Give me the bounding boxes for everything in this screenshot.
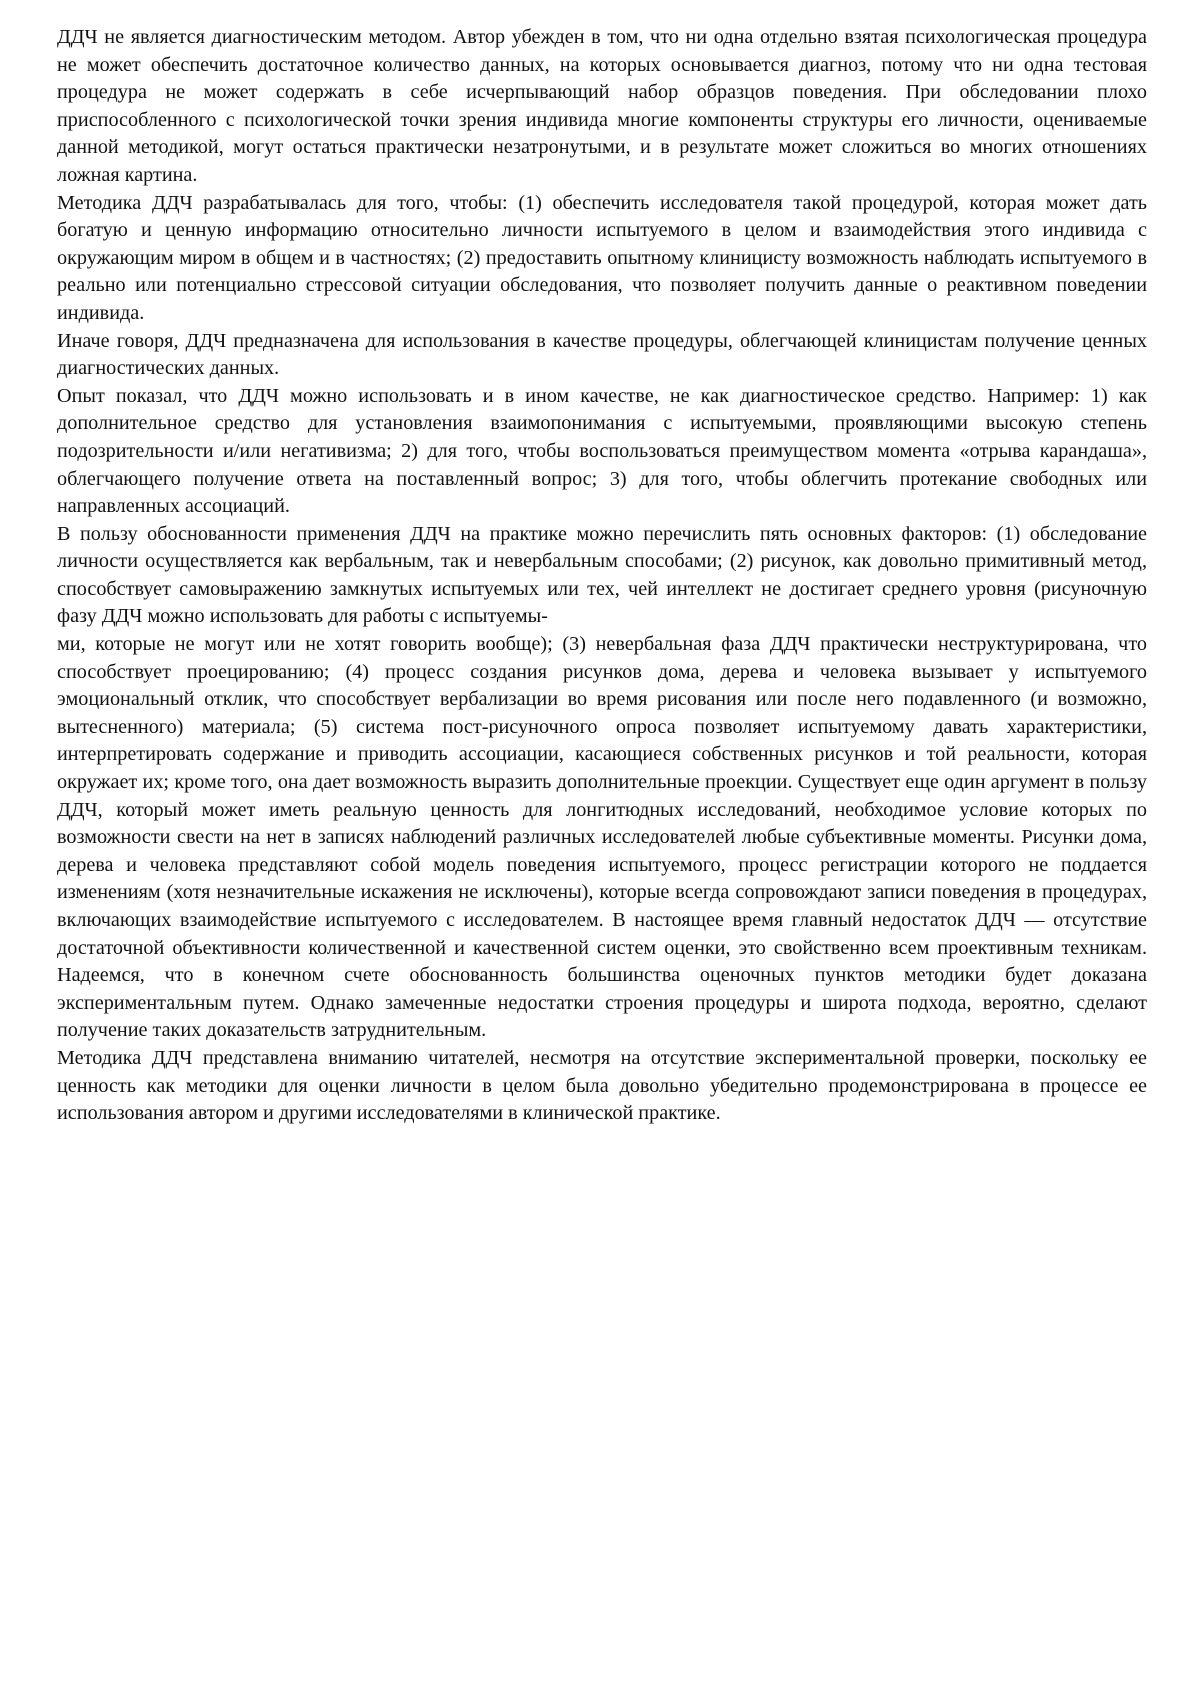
paragraph-purpose: Методика ДДЧ разрабатывалась для того, чтобы: (1) обеспечить исследователя такой процедурой, которая может дать богатую и ценную информацию относительно личности испытуемого в целом и взаимодействия этого индивида с окружающим миром в общем и в частностях; (2) предоставить опытному клиницисту возможность наблюдать испытуемого в реально или потенциально стрессовой ситуации обследования, что позволяет получить данные о реактивном поведении индивида. bbox=[57, 191, 1147, 324]
paragraph-intro: ДДЧ не является диагностическим методом. Автор убежден в том, что ни одна отдельно взятая психологическая процедура не может обеспечить достаточное количество данных, на которых основывается диагноз, потому что ни одна тестовая процедура не может содержать в себе исчерпывающий набор образцов поведения. При обследовании плохо приспособленного с психологической точки зрения индивида многие компоненты структуры его личности, оцениваемые данной методикой, могут остаться практически незатронутыми, и в результате может сложиться во многих отношениях ложная картина. bbox=[57, 26, 1147, 186]
paragraph-conclusion: Методика ДДЧ представлена вниманию читателей, несмотря на отсутствие экспериментальной проверки, поскольку ее ценность как методики для оценки личности в целом была довольно убедительно продемонстрирована в процессе ее использования автором и другими исследователями в клинической практике. bbox=[57, 1046, 1147, 1125]
paragraph-summary: Иначе говоря, ДДЧ предназначена для использования в качестве процедуры, облегчающей клиницистам получение ценных диагностических данных. bbox=[57, 329, 1147, 380]
paragraph-factors-continued: ми, которые не могут или не хотят говорить вообще); (3) невербальная фаза ДДЧ практически неструктурирована, что способствует проецированию; (4) процесс создания рисунков дома, дерева и человека вызывает у испытуемого эмоциональный отклик, что способствует вербализации во время рисования или после него подавленного (и возможно, вытесненного) материала; (5) система пост-рисуночного опроса позволяет испытуемому давать характеристики, интерпретировать содержание и приводить ассоциации, касающиеся собственных рисунков и той реальности, которая окружает их; кроме того, она дает возможность выразить дополнительные проекции. Существует еще один аргумент в пользу ДДЧ, который может иметь реальную ценность для лонгитюдных исследований, необходимое условие которых по возможности свести на нет в записях наблюдений различных исследователей любые субъективные моменты. Рисунки дома, дерева и человека представляют собой модель поведения испытуемого, процесс регистрации которого не поддается изменениям (хотя незначительные искажения не исключены), которые всегда сопровождают записи поведения в процедурах, включающих взаимодействие испытуемого с исследователем. В настоящее время главный недостаток ДДЧ — отсутствие достаточной объективности количественной и качественной систем оценки, это свойственно всем проективным техникам. Надеемся, что в конечном счете обоснованность большинства оценочных пунктов методики будет доказана экспериментальным путем. Однако замеченные недостатки строения процедуры и широта подхода, вероятно, сделают получение таких доказательств затруднительным. bbox=[57, 633, 1147, 1042]
paragraph-factors-start: В пользу обоснованности применения ДДЧ на практике можно перечислить пять основных факторов: (1) обследование личности осуществляется как вербальным, так и невербальным способами; (2) рисунок, как довольно примитивный метод, способствует самовыражению замкнутых испытуемых или тех, чей интеллект не достигает среднего уровня (рисуночную фазу ДДЧ можно использовать для работы с испытуемы- bbox=[57, 522, 1147, 628]
document-page bbox=[57, 24, 1147, 1128]
paragraph-other-uses: Опыт показал, что ДДЧ можно использовать и в ином качестве, не как диагностическое средство. Например: 1) как дополнительное средство для установления взаимопонимания с испытуемыми, проявляющими высокую степень подозрительности и/или негативизма; 2) для того, чтобы воспользоваться преимуществом момента «отрыва карандаша», облегчающего получение ответа на поставленный вопрос; 3) для того, чтобы облегчить протекание свободных или направленных ассоциаций. bbox=[57, 384, 1147, 518]
